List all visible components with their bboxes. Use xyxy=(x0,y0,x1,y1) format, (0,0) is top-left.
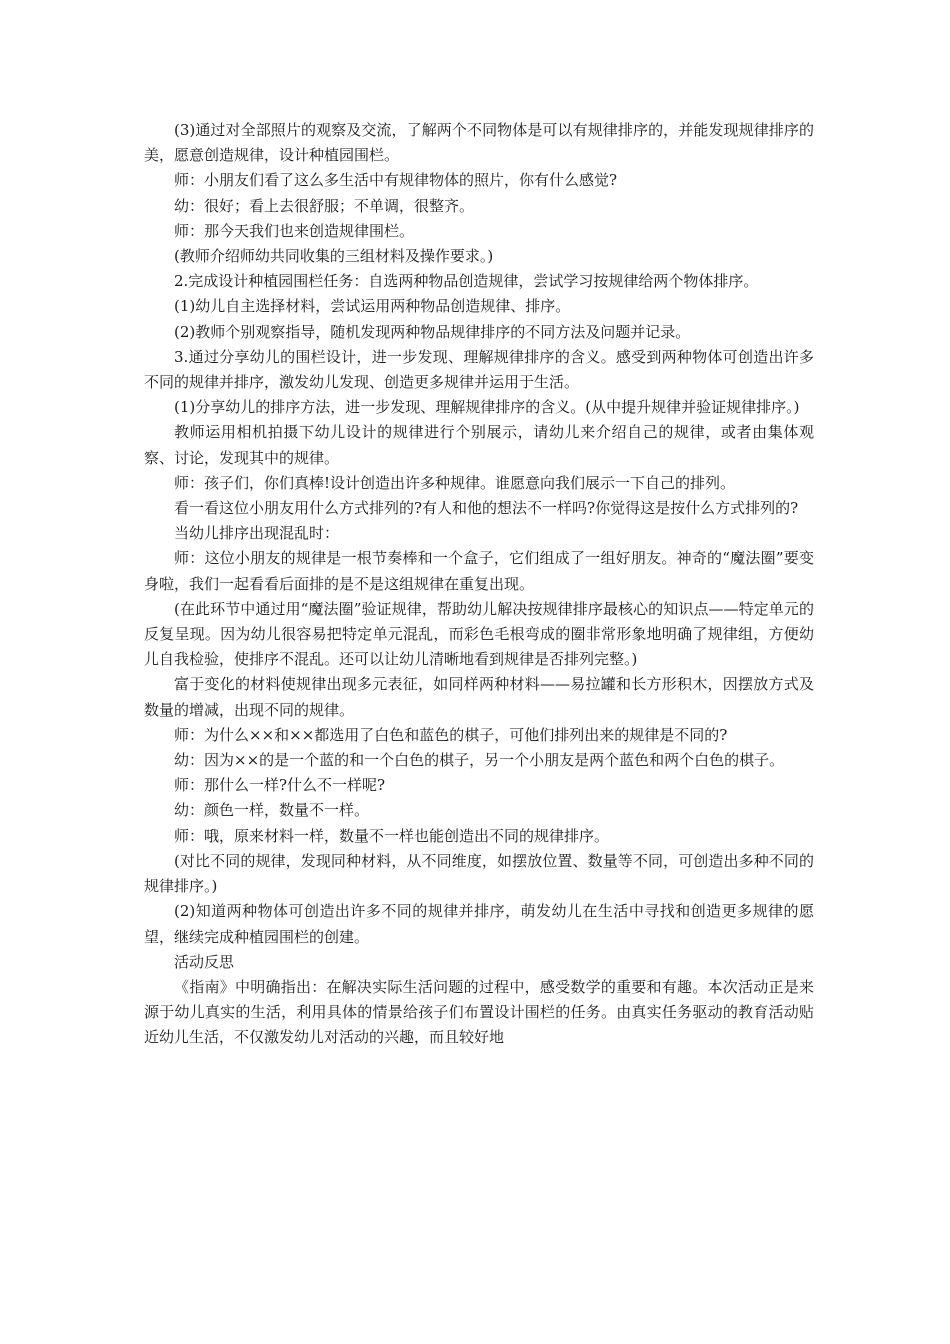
paragraph: 师：那今天我们也来创造规律围栏。 xyxy=(174,221,415,240)
paragraph: (对比不同的规律，发现同种材料，从不同维度，如摆放位置、数量等不同，可创造出多种不同的规律排序。) xyxy=(144,851,814,896)
section-heading: 活动反思 xyxy=(174,952,235,971)
paragraph: 当幼儿排序出现混乱时： xyxy=(174,524,340,543)
paragraph: (2)教师个别观察指导，随机发现两种物品规律排序的不同方法及问题并记录。 xyxy=(174,322,691,341)
paragraph: (1)分享幼儿的排序方法，进一步发现、理解规律排序的含义。(从中提升规律并验证规律排序。) xyxy=(174,398,800,417)
paragraph: 师：为什么××和××都选用了白色和蓝色的棋子，可他们排列出来的规律是不同的? xyxy=(174,725,728,744)
paragraph: (教师介绍师幼共同收集的三组材料及操作要求。) xyxy=(174,247,494,266)
paragraph: 幼：因为××的是一个蓝的和一个白色的棋子，另一个小朋友是两个蓝色和两个白色的棋子。 xyxy=(174,751,785,770)
paragraph: 看一看这位小朋友用什么方式排列的?有人和他的想法不一样吗?你觉得这是按什么方式排列的? xyxy=(174,499,799,518)
paragraph: 教师运用相机拍摄下幼儿设计的规律进行个别展示，请幼儿来介绍自己的规律，或者由集体观察、讨论，发现其中的规律。 xyxy=(144,423,814,467)
paragraph: 师：哦，原来材料一样，数量不一样也能创造出不同的规律排序。 xyxy=(174,826,610,845)
paragraph: 师：孩子们，你们真棒!设计创造出许多种规律。谁愿意向我们展示一下自己的排列。 xyxy=(174,473,736,492)
paragraph: (1)幼儿自主选择材料，尝试运用两种物品创造规律、排序。 xyxy=(174,297,571,316)
paragraph: (2)知道两种物体可创造出许多不同的规律并排序，萌发幼儿在生活中寻找和创造更多规律的愿望，继续完成种植园围栏的创建。 xyxy=(144,902,814,946)
paragraph: 3.通过分享幼儿的围栏设计，进一步发现、理解规律排序的含义。感受到两种物体可创造出许多不同的规律并排序，激发幼儿发现、创造更多规律并运用于生活。 xyxy=(144,347,814,392)
paragraph: 师：那什么一样?什么不一样呢? xyxy=(174,776,386,795)
paragraph: 师：小朋友们看了这么多生活中有规律物体的照片，你有什么感觉? xyxy=(174,171,618,190)
paragraph: (在此环节中通过用“魔法圈”验证规律，帮助幼儿解决按规律排序最核心的知识点——特定单元的反复呈现。因为幼儿很容易把特定单元混乱，而彩色毛根弯成的圈非常形象地明确了规律组，方便幼儿自我检验，使排序不混乱。还可以让幼儿清晰地看到规律是否排列完整。) xyxy=(144,599,814,669)
paragraph: 富于变化的材料使规律出现多元表征，如同样两种材料——易拉罐和长方形积木，因摆放方式及数量的增减，出现不同的规律。 xyxy=(144,675,814,719)
paragraph: (3)通过对全部照片的观察及交流，了解两个不同物体是可以有规律排序的，并能发现规律排序的美，愿意创造规律，设计种植园围栏。 xyxy=(144,121,814,165)
paragraph: 幼：很好；看上去很舒服；不单调，很整齐。 xyxy=(174,196,475,215)
paragraph: 幼：颜色一样，数量不一样。 xyxy=(174,801,370,820)
paragraph: 《指南》中明确指出：在解决实际生活问题的过程中，感受数学的重要和有趣。本次活动正是来源于幼儿真实的生活，利用具体的情景给孩子们布置设计围栏的任务。由真实任务驱动的教育活动贴近幼儿生活，不仅激发幼儿对活动的兴趣，而且较好地 xyxy=(144,977,814,1047)
paragraph: 师：这位小朋友的规律是一根节奏棒和一个盒子，它们组成了一组好朋友。神奇的“魔法圈”要变身啦，我们一起看看后面排的是不是这组规律在重复出现。 xyxy=(144,549,814,593)
paragraph: 2.完成设计种植园围栏任务：自选两种物品创造规律，尝试学习按规律给两个物体排序。 xyxy=(174,272,759,291)
document-body xyxy=(144,118,814,1051)
